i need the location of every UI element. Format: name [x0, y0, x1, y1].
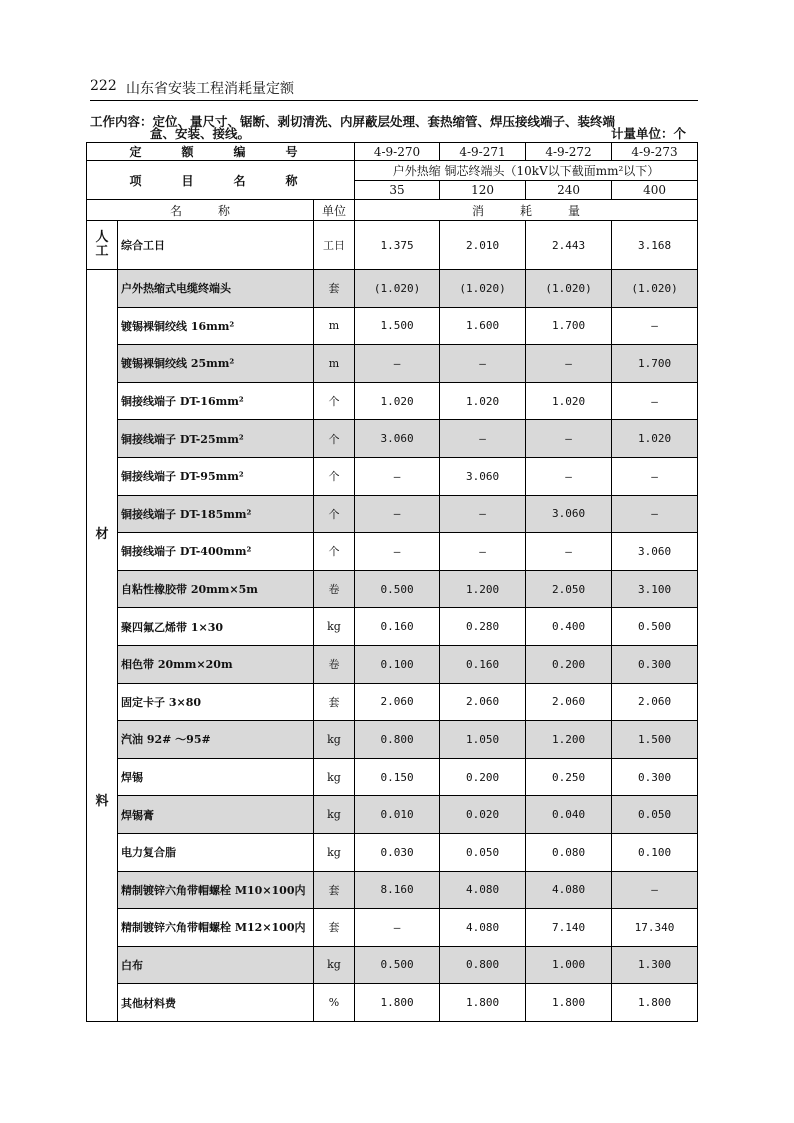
material-unit: kg — [314, 758, 355, 796]
material-value: 1.000 — [526, 946, 612, 984]
material-value: 0.500 — [355, 570, 440, 608]
size-cell: 120 — [440, 180, 526, 200]
material-name: 汽油 92# ～95# — [118, 721, 314, 759]
material-row — [87, 345, 698, 383]
col-consume-header: 消 耗 量 — [355, 200, 698, 221]
material-value: 17.340 — [612, 909, 698, 947]
material-row — [87, 645, 698, 683]
material-value: 0.800 — [440, 946, 526, 984]
material-value: 2.050 — [526, 570, 612, 608]
material-value: 1.800 — [526, 984, 612, 1022]
material-name: 铜接线端子 DT-400mm² — [118, 533, 314, 571]
page-number: 222 — [90, 78, 117, 94]
code-label: 定 额 编 号 — [87, 143, 355, 161]
material-value: 0.050 — [612, 796, 698, 834]
material-unit: kg — [314, 833, 355, 871]
material-unit: 套 — [314, 270, 355, 308]
material-row — [87, 683, 698, 721]
material-unit: kg — [314, 796, 355, 834]
material-value: 4.080 — [440, 871, 526, 909]
material-value: 0.800 — [355, 721, 440, 759]
material-name: 铜接线端子 DT-95mm² — [118, 457, 314, 495]
material-row — [87, 457, 698, 495]
material-value: 0.280 — [440, 608, 526, 646]
material-category-bottom: 料 — [95, 794, 109, 809]
material-value: — — [440, 345, 526, 383]
measure-unit: 计量单位：个 — [610, 126, 686, 141]
material-row — [87, 946, 698, 984]
material-row — [87, 608, 698, 646]
material-value: 0.200 — [440, 758, 526, 796]
material-unit: 套 — [314, 909, 355, 947]
material-row — [87, 533, 698, 571]
material-name: 铜接线端子 DT-25mm² — [118, 420, 314, 458]
material-name: 铜接线端子 DT-16mm² — [118, 382, 314, 420]
material-value: — — [440, 533, 526, 571]
material-value: 1.020 — [440, 382, 526, 420]
material-value: 1.500 — [612, 721, 698, 759]
material-unit: kg — [314, 608, 355, 646]
material-row — [87, 570, 698, 608]
material-name: 镀锡裸铜绞线 16mm² — [118, 307, 314, 345]
material-name: 固定卡子 3×80 — [118, 683, 314, 721]
material-row — [87, 909, 698, 947]
material-unit: 个 — [314, 533, 355, 571]
code-cell: 4-9-271 — [440, 143, 526, 161]
material-value: 0.200 — [526, 645, 612, 683]
material-name: 焊锡 — [118, 758, 314, 796]
material-name: 镀锡裸铜绞线 25mm² — [118, 345, 314, 383]
material-value: 1.800 — [440, 984, 526, 1022]
material-value: (1.020) — [355, 270, 440, 308]
material-value: — — [612, 871, 698, 909]
material-unit: kg — [314, 946, 355, 984]
material-name: 白布 — [118, 946, 314, 984]
material-row — [87, 833, 698, 871]
material-value: — — [440, 495, 526, 533]
material-unit: 个 — [314, 382, 355, 420]
material-unit: 卷 — [314, 645, 355, 683]
material-value: 1.500 — [355, 307, 440, 345]
labor-row — [87, 221, 698, 270]
material-value: 0.150 — [355, 758, 440, 796]
material-value: 1.050 — [440, 721, 526, 759]
material-value: — — [355, 457, 440, 495]
material-value: 1.700 — [612, 345, 698, 383]
material-value: — — [526, 345, 612, 383]
material-unit: 套 — [314, 871, 355, 909]
material-value: 4.080 — [440, 909, 526, 947]
material-row — [87, 420, 698, 458]
material-unit: m — [314, 345, 355, 383]
material-unit: % — [314, 984, 355, 1022]
material-unit: 个 — [314, 457, 355, 495]
material-value: 7.140 — [526, 909, 612, 947]
material-value: — — [612, 382, 698, 420]
material-row — [87, 495, 698, 533]
labor-value: 1.375 — [355, 221, 440, 270]
material-name: 自粘性橡胶带 20mm×5m — [118, 570, 314, 608]
material-value: (1.020) — [612, 270, 698, 308]
col-name-header: 名 称 — [87, 200, 314, 221]
material-value: 1.020 — [355, 382, 440, 420]
code-cell: 4-9-270 — [355, 143, 440, 161]
size-cell: 240 — [526, 180, 612, 200]
material-value: (1.020) — [526, 270, 612, 308]
material-value: — — [355, 345, 440, 383]
material-name: 其他材料费 — [118, 984, 314, 1022]
material-name: 焊锡膏 — [118, 796, 314, 834]
material-row — [87, 382, 698, 420]
material-row — [87, 871, 698, 909]
material-value: 2.060 — [526, 683, 612, 721]
labor-value: 2.443 — [526, 221, 612, 270]
code-cell: 4-9-273 — [612, 143, 698, 161]
labor-value: 2.010 — [440, 221, 526, 270]
quota-table — [86, 142, 698, 1022]
size-cell: 35 — [355, 180, 440, 200]
material-unit: 套 — [314, 683, 355, 721]
material-name: 精制镀锌六角带帽螺栓 M10×100内 — [118, 871, 314, 909]
labor-category-label: 人 工 — [95, 229, 109, 259]
column-header-row — [87, 200, 698, 221]
material-value: 0.500 — [612, 608, 698, 646]
material-name: 相色带 20mm×20m — [118, 645, 314, 683]
material-value: — — [355, 533, 440, 571]
book-title: 山东省安装工程消耗量定额 — [126, 81, 294, 97]
material-value: 0.300 — [612, 645, 698, 683]
material-category-top: 材 — [95, 527, 109, 542]
material-value: 0.250 — [526, 758, 612, 796]
material-value: 0.040 — [526, 796, 612, 834]
material-value: 0.160 — [440, 645, 526, 683]
material-value: 1.020 — [612, 420, 698, 458]
material-name: 铜接线端子 DT-185mm² — [118, 495, 314, 533]
material-value: 3.100 — [612, 570, 698, 608]
material-value: 0.100 — [355, 645, 440, 683]
material-value: 0.100 — [612, 833, 698, 871]
item-title: 户外热缩 铜芯终端头（10kV以下截面mm²以下） — [355, 161, 698, 181]
material-value: — — [526, 457, 612, 495]
material-value: 3.060 — [612, 533, 698, 571]
material-value: 1.800 — [355, 984, 440, 1022]
material-value: 2.060 — [355, 683, 440, 721]
material-row — [87, 721, 698, 759]
material-value: — — [612, 307, 698, 345]
code-cell: 4-9-272 — [526, 143, 612, 161]
material-name: 聚四氟乙烯带 1×30 — [118, 608, 314, 646]
material-unit: 卷 — [314, 570, 355, 608]
work-content-line-2: 盒、安装、接线。 — [150, 126, 251, 141]
material-value: 1.300 — [612, 946, 698, 984]
material-value: 0.020 — [440, 796, 526, 834]
material-value: 1.700 — [526, 307, 612, 345]
material-value: — — [526, 420, 612, 458]
material-name: 电力复合脂 — [118, 833, 314, 871]
code-row — [87, 143, 698, 161]
material-category — [87, 270, 118, 1022]
material-value: — — [526, 533, 612, 571]
material-value: — — [612, 457, 698, 495]
labor-unit: 工日 — [314, 221, 355, 270]
material-value: — — [355, 909, 440, 947]
material-row — [87, 270, 698, 308]
material-value: 3.060 — [355, 420, 440, 458]
material-value: 2.060 — [612, 683, 698, 721]
material-value: 0.030 — [355, 833, 440, 871]
material-unit: kg — [314, 721, 355, 759]
work-content-line-1: 工作内容：定位、量尺寸、锯断、剥切清洗、内屏蔽层处理、套热缩管、焊压接线端子、装终端 — [90, 114, 616, 129]
material-value: 1.200 — [526, 721, 612, 759]
material-unit: m — [314, 307, 355, 345]
material-row — [87, 758, 698, 796]
labor-category — [87, 221, 118, 270]
material-value: 2.060 — [440, 683, 526, 721]
material-value: 0.160 — [355, 608, 440, 646]
material-value: 1.800 — [612, 984, 698, 1022]
material-value: 0.500 — [355, 946, 440, 984]
page-header — [90, 74, 698, 101]
material-value: 1.200 — [440, 570, 526, 608]
col-unit-header: 单位 — [314, 200, 355, 221]
material-value: (1.020) — [440, 270, 526, 308]
material-value: 8.160 — [355, 871, 440, 909]
size-cell: 400 — [612, 180, 698, 200]
material-unit: 个 — [314, 495, 355, 533]
material-value: 1.020 — [526, 382, 612, 420]
material-value: 0.050 — [440, 833, 526, 871]
material-value: 0.080 — [526, 833, 612, 871]
material-value: 4.080 — [526, 871, 612, 909]
material-value: 0.010 — [355, 796, 440, 834]
material-row — [87, 984, 698, 1022]
labor-value: 3.168 — [612, 221, 698, 270]
material-value: — — [440, 420, 526, 458]
item-title-row — [87, 161, 698, 181]
labor-name: 综合工日 — [118, 221, 314, 270]
material-row — [87, 796, 698, 834]
material-value: 1.600 — [440, 307, 526, 345]
material-value: 0.300 — [612, 758, 698, 796]
material-row — [87, 307, 698, 345]
item-label: 项 目 名 称 — [87, 161, 355, 200]
material-name: 精制镀锌六角带帽螺栓 M12×100内 — [118, 909, 314, 947]
material-value: — — [355, 495, 440, 533]
material-value: 0.400 — [526, 608, 612, 646]
material-value: — — [612, 495, 698, 533]
material-unit: 个 — [314, 420, 355, 458]
material-value: 3.060 — [526, 495, 612, 533]
material-name: 户外热缩式电缆终端头 — [118, 270, 314, 308]
material-value: 3.060 — [440, 457, 526, 495]
